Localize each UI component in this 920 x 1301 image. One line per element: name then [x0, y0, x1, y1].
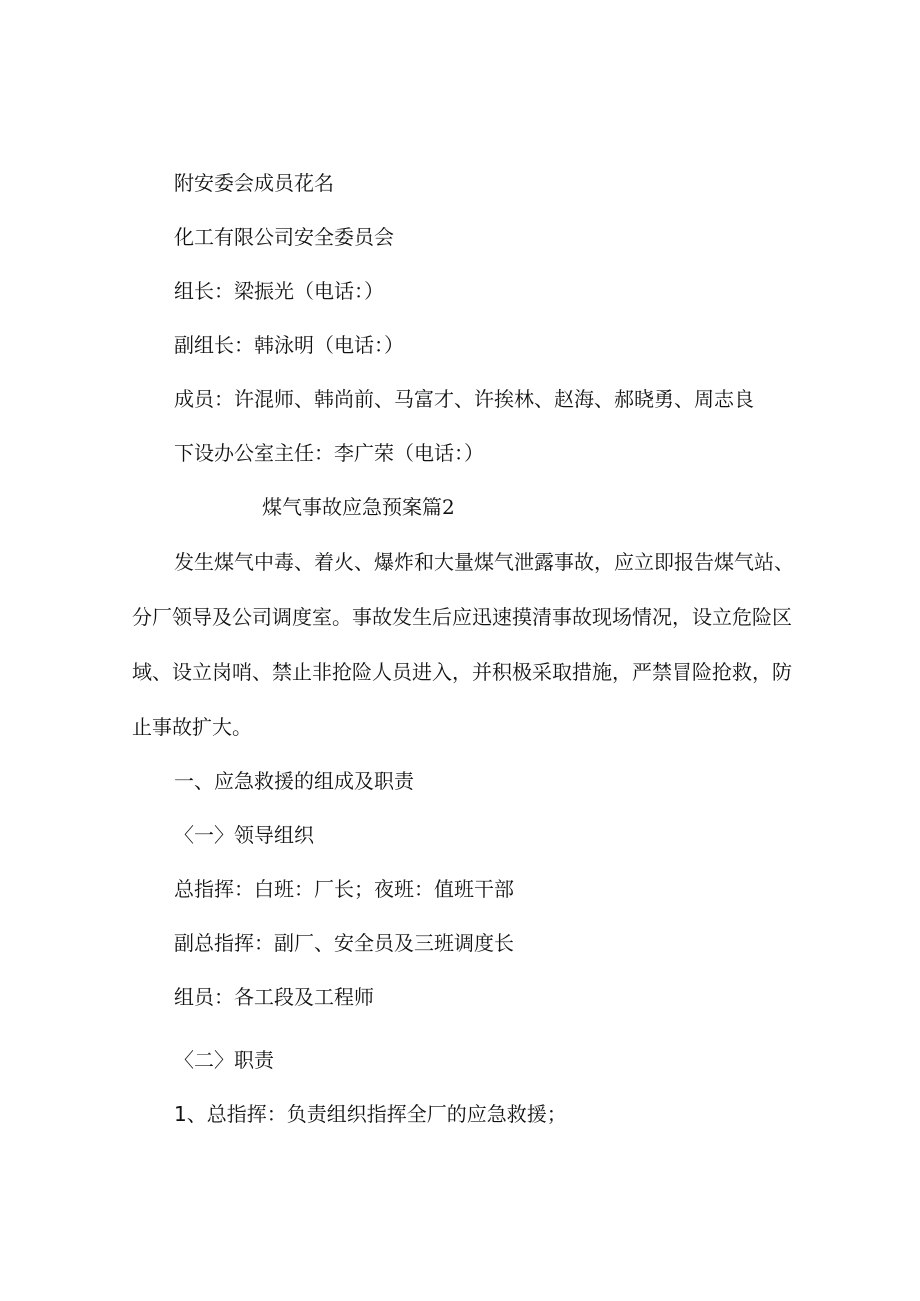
members-line: 成员：许混师、韩尚前、马富才、许挨林、赵海、郝晓勇、周志良 — [174, 387, 754, 411]
leader-line: 组长：梁振光（电话：） — [174, 279, 384, 303]
team-members-line: 组员：各工段及工程师 — [174, 985, 374, 1009]
commander-line: 总指挥：白班：厂长；夜班：值班干部 — [174, 877, 514, 901]
committee-name: 化工有限公司安全委员会 — [174, 225, 394, 249]
heading-emergency-rescue: 一、应急救援的组成及职责 — [174, 769, 414, 793]
intro-line-2: 分厂领导及公司调度室。事故发生后应迅速摸清事故现场情况，设立危险区 — [132, 605, 792, 629]
intro-line-4: 止事故扩大。 — [132, 715, 252, 739]
duty-item-1: 1、总指挥：负责组织指挥全厂的应急救援； — [174, 1102, 567, 1126]
intro-line-3: 域、设立岗哨、禁止非抢险人员进入，并积极采取措施，严禁冒险抢救，防 — [132, 660, 792, 684]
deputy-commander-line: 副总指挥：副厂、安全员及三班调度长 — [174, 931, 514, 955]
section-title: 煤气事故应急预案篇2 — [262, 495, 455, 519]
deputy-leader-line: 副组长：韩泳明（电话：） — [174, 333, 404, 357]
office-director-line: 下设办公室主任：李广荣（电话：） — [174, 441, 484, 465]
appendix-title: 附安委会成员花名 — [174, 171, 334, 195]
subheading-leadership: 〈一〉领导组织 — [174, 823, 314, 847]
subheading-duties: 〈二〉职责 — [174, 1048, 274, 1072]
intro-line-1: 发生煤气中毒、着火、爆炸和大量煤气泄露事故，应立即报告煤气站、 — [174, 550, 794, 574]
